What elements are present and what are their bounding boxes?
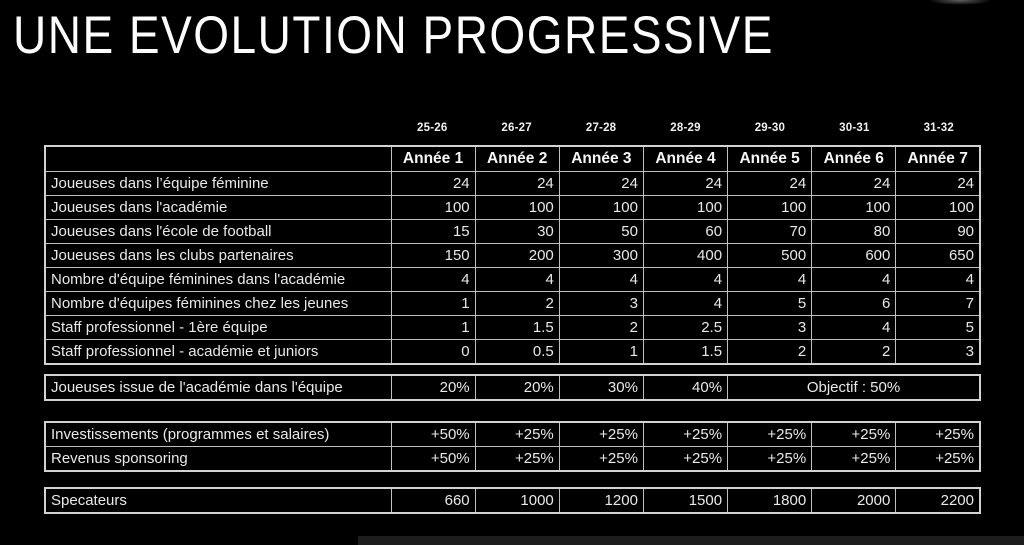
- cell-value: +50%: [391, 422, 475, 447]
- cell-value: 5: [728, 292, 812, 316]
- academy-table: [44, 374, 981, 401]
- cell-value: 1.5: [643, 340, 727, 365]
- empty-header-cell: [45, 146, 391, 172]
- cell-value: 650: [896, 244, 980, 268]
- cell-value: 30%: [559, 375, 643, 400]
- season-label: 28-29: [670, 122, 701, 134]
- season-label: 29-30: [754, 122, 786, 134]
- cell-value: 30: [475, 220, 559, 244]
- season-label: 26-27: [501, 122, 532, 134]
- partial-logo: [928, 0, 992, 5]
- main-table: [44, 145, 981, 365]
- row-label: Joueuses dans l'académie: [45, 196, 391, 220]
- cell-value: 3: [728, 316, 812, 340]
- table-row: [45, 268, 980, 292]
- cell-value: +25%: [559, 447, 643, 472]
- cell-value: 3: [559, 292, 643, 316]
- cell-value: +25%: [475, 447, 559, 472]
- season-labels-row: [44, 122, 981, 134]
- cell-value: +25%: [896, 422, 980, 447]
- cell-value: 1: [391, 292, 475, 316]
- cell-value: 2000: [812, 488, 896, 513]
- cell-value: +25%: [812, 447, 896, 472]
- cell-value: 40%: [643, 375, 727, 400]
- cell-value: 1.5: [475, 316, 559, 340]
- column-header: Année 6: [812, 146, 896, 172]
- finance-table: [44, 421, 981, 472]
- cell-value: 600: [812, 244, 896, 268]
- cell-value: +25%: [728, 447, 812, 472]
- cell-value: 60: [643, 220, 727, 244]
- cell-value: 24: [896, 172, 980, 196]
- cell-value: 100: [728, 196, 812, 220]
- table-row: [45, 196, 980, 220]
- row-label: Nombre d'équipes féminines chez les jeunes: [45, 292, 391, 316]
- cell-value: 20%: [475, 375, 559, 400]
- row-label: Staff professionnel - 1ère équipe: [45, 316, 391, 340]
- season-label-spacer: [44, 122, 390, 134]
- cell-value: 6: [812, 292, 896, 316]
- table-row: [45, 488, 980, 513]
- header-row: [45, 146, 980, 172]
- cell-value: +25%: [896, 447, 980, 472]
- objective-cell: Objectif : 50%: [728, 375, 980, 400]
- cell-value: 50: [559, 220, 643, 244]
- table-row: [45, 172, 980, 196]
- cell-value: 1500: [643, 488, 727, 513]
- row-label: Nombre d'équipe féminines dans l'académie: [45, 268, 391, 292]
- cell-value: 100: [812, 196, 896, 220]
- column-header: Année 1: [391, 146, 475, 172]
- season-label: 30-31: [839, 122, 870, 134]
- row-label: Joueuses dans l’équipe féminine: [45, 172, 391, 196]
- bottom-bar: [358, 536, 1024, 545]
- cell-value: 24: [391, 172, 475, 196]
- cell-value: +25%: [475, 422, 559, 447]
- row-label: Revenus sponsoring: [45, 447, 391, 472]
- cell-value: 500: [728, 244, 812, 268]
- season-label: 31-32: [923, 122, 954, 134]
- table-row: [45, 220, 980, 244]
- table-row: [45, 292, 980, 316]
- season-label: 25-26: [417, 122, 448, 134]
- cell-value: +25%: [728, 422, 812, 447]
- cell-value: 100: [475, 196, 559, 220]
- table-row: [45, 340, 980, 365]
- cell-value: 20%: [391, 375, 475, 400]
- cell-value: 90: [896, 220, 980, 244]
- cell-value: 400: [643, 244, 727, 268]
- table-row: [45, 244, 980, 268]
- page-title: UNE EVOLUTION PROGRESSIVE: [13, 5, 774, 65]
- cell-value: 660: [391, 488, 475, 513]
- column-header: Année 5: [728, 146, 812, 172]
- cell-value: +25%: [643, 447, 727, 472]
- cell-value: 5: [896, 316, 980, 340]
- cell-value: +25%: [643, 422, 727, 447]
- season-label: 27-28: [585, 122, 617, 134]
- cell-value: 100: [559, 196, 643, 220]
- cell-value: 2.5: [643, 316, 727, 340]
- row-label: Staff professionnel - académie et juniors: [45, 340, 391, 365]
- cell-value: 150: [391, 244, 475, 268]
- cell-value: 0.5: [475, 340, 559, 365]
- cell-value: 24: [728, 172, 812, 196]
- cell-value: 80: [812, 220, 896, 244]
- cell-value: 70: [728, 220, 812, 244]
- column-header: Année 3: [559, 146, 643, 172]
- cell-value: 1: [559, 340, 643, 365]
- row-label: Joueuses issue de l'académie dans l'équipe: [45, 375, 391, 400]
- cell-value: 100: [391, 196, 475, 220]
- cell-value: 100: [896, 196, 980, 220]
- table-row: [45, 447, 980, 472]
- cell-value: 24: [559, 172, 643, 196]
- cell-value: 7: [896, 292, 980, 316]
- table-row: [45, 316, 980, 340]
- spectators-table: [44, 487, 981, 514]
- column-header: Année 2: [475, 146, 559, 172]
- cell-value: 4: [643, 268, 727, 292]
- cell-value: 2: [559, 316, 643, 340]
- row-label: Joueuses dans l'école de football: [45, 220, 391, 244]
- cell-value: 3: [896, 340, 980, 365]
- cell-value: 2: [728, 340, 812, 365]
- cell-value: +25%: [559, 422, 643, 447]
- cell-value: 4: [812, 316, 896, 340]
- table-row: [45, 422, 980, 447]
- cell-value: 0: [391, 340, 475, 365]
- cell-value: 1800: [728, 488, 812, 513]
- table-row: [45, 375, 980, 400]
- cell-value: 4: [896, 268, 980, 292]
- cell-value: 2200: [896, 488, 980, 513]
- cell-value: 1000: [475, 488, 559, 513]
- cell-value: 1200: [559, 488, 643, 513]
- cell-value: +50%: [391, 447, 475, 472]
- cell-value: 2: [475, 292, 559, 316]
- row-label: Investissements (programmes et salaires): [45, 422, 391, 447]
- cell-value: 4: [391, 268, 475, 292]
- cell-value: +25%: [812, 422, 896, 447]
- cell-value: 4: [559, 268, 643, 292]
- cell-value: 1: [391, 316, 475, 340]
- cell-value: 4: [475, 268, 559, 292]
- cell-value: 300: [559, 244, 643, 268]
- cell-value: 24: [475, 172, 559, 196]
- cell-value: 200: [475, 244, 559, 268]
- row-label: Specateurs: [45, 488, 391, 513]
- column-header: Année 4: [643, 146, 727, 172]
- cell-value: 4: [812, 268, 896, 292]
- column-header: Année 7: [896, 146, 980, 172]
- cell-value: 4: [728, 268, 812, 292]
- cell-value: 2: [812, 340, 896, 365]
- row-label: Joueuses dans les clubs partenaires: [45, 244, 391, 268]
- cell-value: 100: [643, 196, 727, 220]
- cell-value: 24: [812, 172, 896, 196]
- cell-value: 15: [391, 220, 475, 244]
- cell-value: 24: [643, 172, 727, 196]
- cell-value: 4: [643, 292, 727, 316]
